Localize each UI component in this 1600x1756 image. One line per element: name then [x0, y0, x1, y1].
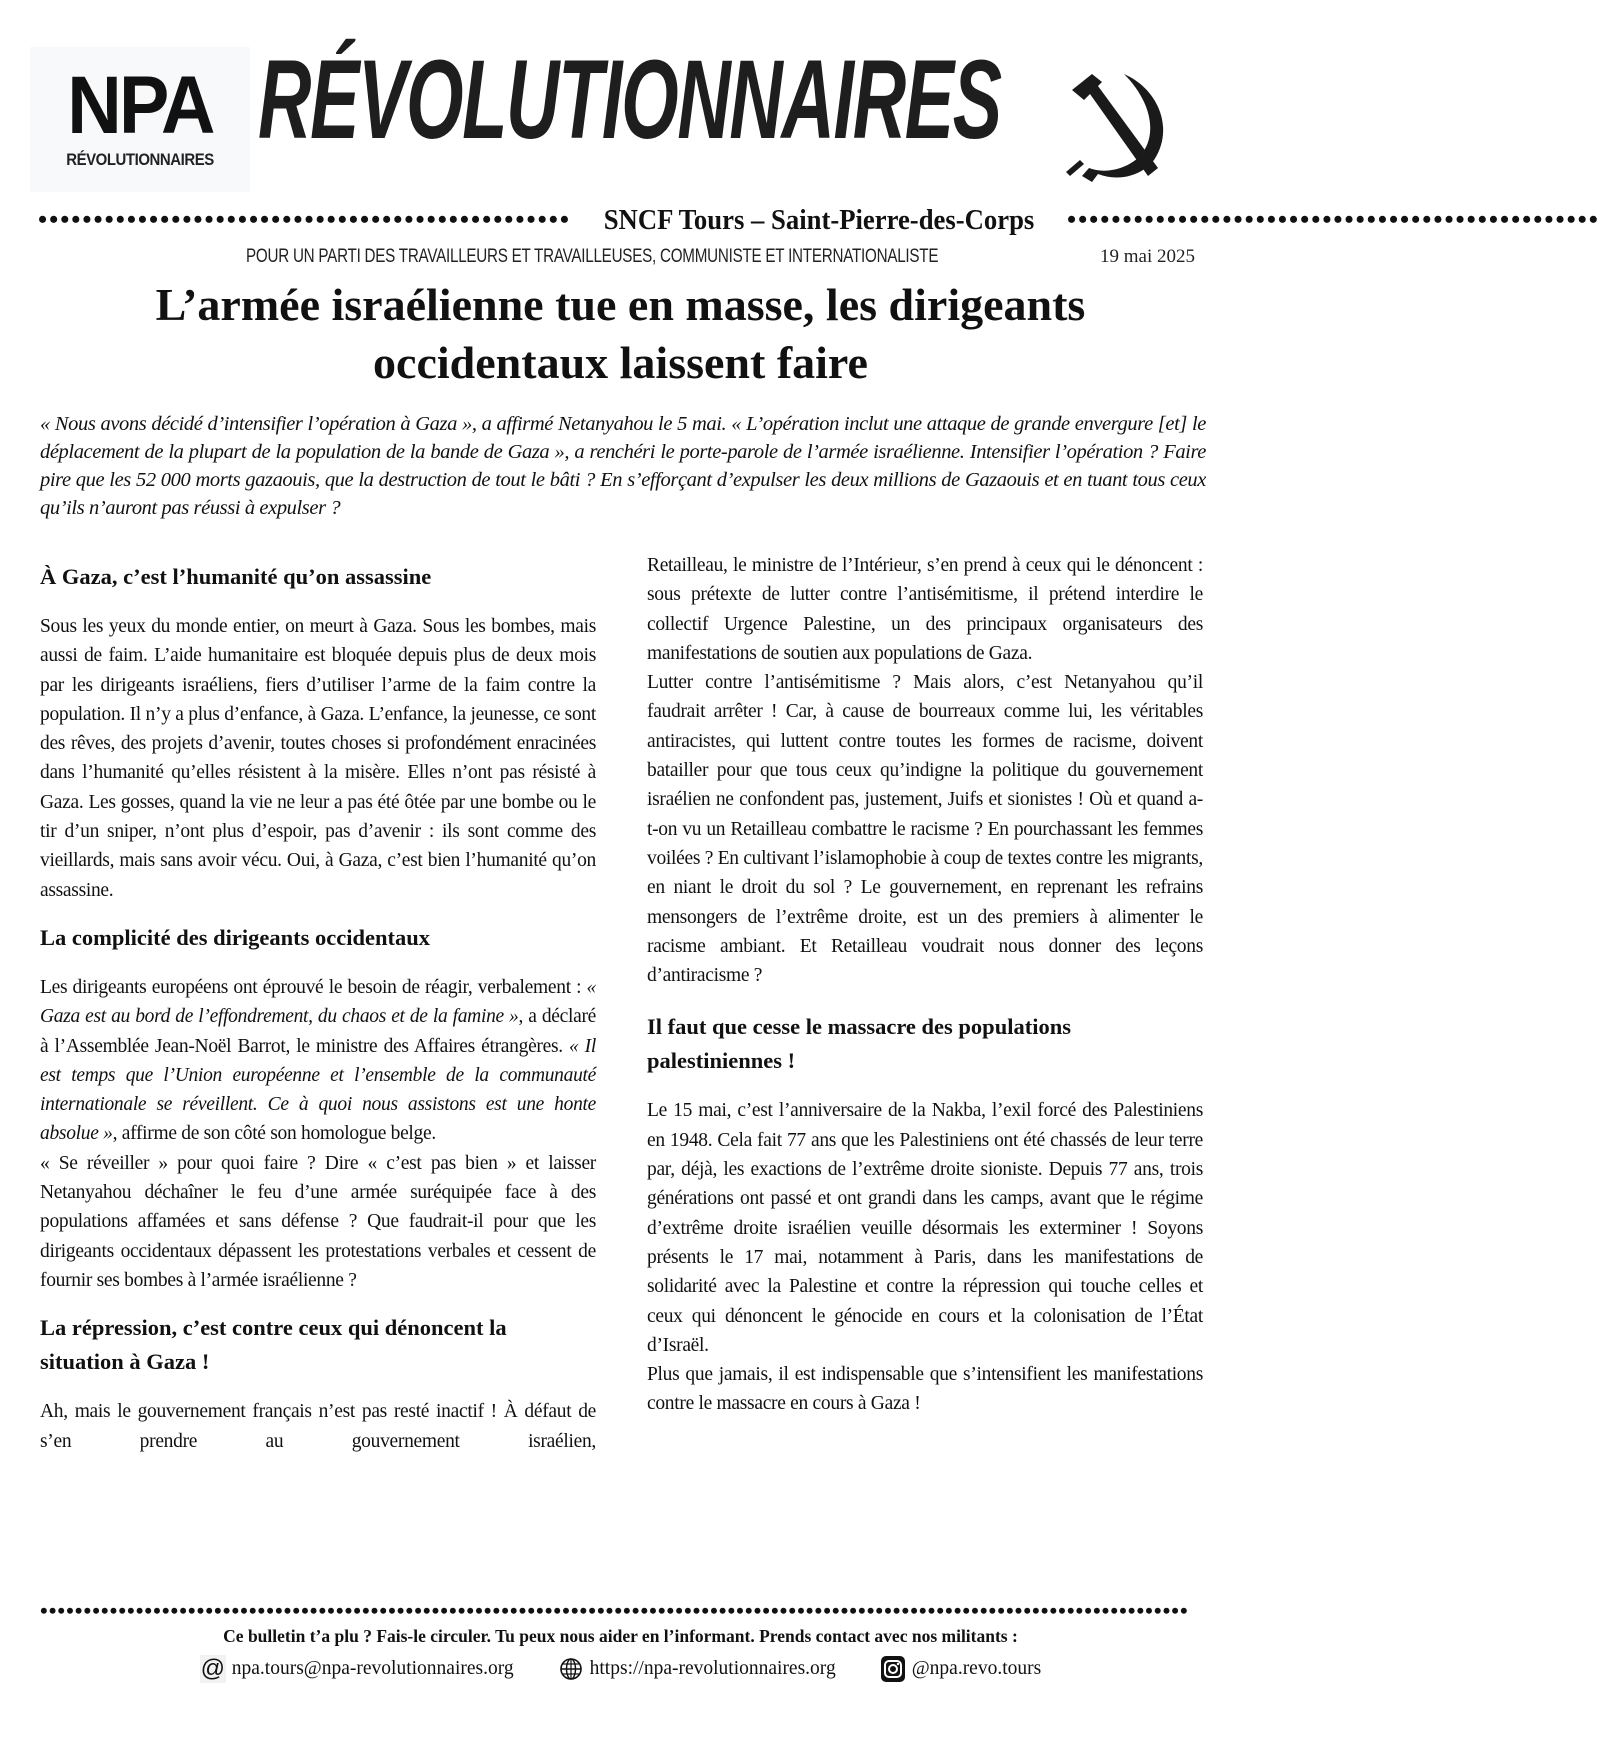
- footer-dotted-rule: ••••••••••••••••••••••••••••••••••••••••••••••••••••••••••••••••••••••••••••••••••••••••••••••••••••••••••••••••••••••••••••••••••••: [40, 1598, 1189, 1623]
- text-run: Les dirigeants européens ont éprouvé le besoin de réagir, verbalement :: [40, 976, 587, 998]
- text-run: , a déclaré à l’Assemblée Jean-Noël Barrot, le ministre des Affaires étrangères.: [40, 1006, 597, 1057]
- instagram-icon: [880, 1655, 906, 1683]
- headline-line-2: occidentaux laissent faire: [373, 337, 868, 388]
- text-run: , affirme de son côté son homologue belge.: [112, 1123, 436, 1145]
- logo-npa-text: NPA: [67, 60, 213, 151]
- headline-line-1: L’armée israélienne tue en masse, les dirigeants: [155, 279, 1086, 330]
- contact-list: [0, 1654, 1241, 1684]
- quote: « Gaza est au bord de l’effondrement, du chaos et de la famine »: [40, 976, 596, 1028]
- contact-instagram[interactable]: [880, 1654, 1042, 1684]
- npa-logo: [30, 47, 250, 192]
- paragraph: Retailleau, le ministre de l’Intérieur, s’en prend à ceux qui le dénoncent : sous prétexte de lutter contre l’antisémitisme, il prétend interdire le collectif Urgence Palestine, un des principaux organisateurs des manifestations de soutien aux populations de Gaza.: [647, 555, 1203, 664]
- tagline-row: [0, 245, 1241, 271]
- left-column: [40, 560, 596, 1456]
- lead-paragraph: « Nous avons décidé d’intensifier l’opération à Gaza », a affirmé Netanyahou le 5 mai. « L’opération inclut une attaque de grande envergure [et] le déplacement de la plupart de la population de la bande de Gaza », a renchéri le porte-parole de l’armée israélienne. Intensifier l’opération ? Faire pire que les 52 000 morts gazaouis, que la destruction de tout le bâti ? En s’efforçant d’expulser les deux millions de Gazaouis et en tuant tous ceux qu’ils n’auront pas réussi à expulser ?: [40, 413, 1206, 519]
- globe-icon: [558, 1655, 584, 1683]
- website-link[interactable]: https://npa-revolutionnaires.org: [589, 1658, 836, 1679]
- publication-title: RÉVOLUTIONNAIRES: [258, 37, 1001, 162]
- paragraph: Ah, mais le gouvernement français n’est pas resté inactif ! À défaut de s’en prendre au gouvernement israélien,: [40, 1401, 596, 1452]
- paragraph: « Se réveiller » pour quoi faire ? Dire « c’est pas bien » et laisser Netanyahou déchaîner le feu d’une armée suréquipée face à des populations affamées et sans défense ? Que faudrait-il pour que les dirigeants occidentaux dépassent les protestations verbales et cessent de fournir ses bombes à l’armée israélienne ?: [40, 1152, 596, 1291]
- headline: [40, 276, 1201, 392]
- paragraph: Sous les yeux du monde entier, on meurt à Gaza. Sous les bombes, mais aussi de faim. L’aide humanitaire est bloquée depuis plus de deux mois par les dirigeants israéliens, fiers d’utiliser l’arme de la faim contre la population. Il n’y a plus d’enfance, à Gaza. L’enfance, la jeunesse, ce sont des rêves, des projets d’avenir, toutes choses si profondément enracinées dans l’humanité qu’elles résistent à la misère. Elles n’ont pas résisté à Gaza. Les gosses, quand la vie ne leur a pas été ôtée par une bombe ou le tir d’un sniper, n’ont plus d’espoir, pas d’avenir : ils sont comme des vieillards, mais sans avoir vécu. Oui, à Gaza, c’est bien l’humanité qu’on assassine.: [40, 616, 596, 901]
- location-label: SNCF Tours – Saint-Pierre-des-Corps: [603, 203, 1035, 236]
- masthead: [0, 0, 1241, 195]
- issue-date: 19 mai 2025: [1100, 246, 1195, 267]
- publication-title-box: [258, 37, 1018, 162]
- paragraph: Plus que jamais, il est indispensable que s’intensifient les manifestations contre le massacre en cours à Gaza !: [647, 1364, 1203, 1415]
- section-heading: À Gaza, c’est l’humanité qu’on assassine: [40, 564, 432, 589]
- dotted-rule: ••••••••••••••••••••••••••••••••••••••••••••••••: [38, 205, 571, 234]
- at-icon: @: [200, 1655, 225, 1682]
- hammer-sickle-icon: [1062, 68, 1177, 188]
- tagline: POUR UN PARTI DES TRAVAILLEURS ET TRAVAILLEUSES, COMMUNISTE ET INTERNATIONALISTE: [246, 246, 939, 267]
- instagram-handle[interactable]: @npa.revo.tours: [911, 1658, 1042, 1679]
- section-heading: Il faut que cesse le massacre des populations palestiniennes !: [647, 1014, 1071, 1074]
- section-heading: La complicité des dirigeants occidentaux: [40, 924, 430, 950]
- paragraph: Lutter contre l’antisémitisme ? Mais alors, c’est Netanyahou qu’il faudrait arrêter ! Car, à cause de bourreaux comme lui, les véritables antiracistes, qui luttent contre toutes les formes de racisme, doivent batailler pour que tous ceux qu’indigne la politique du gouvernement israélien ne confondent pas, justement, Juifs et sionistes ! Où et quand a-t-on vu un Retailleau combattre le racisme ? En pourchassant les femmes voilées ? En cultivant l’islamophobie à coup de textes contre les migrants, en niant le droit du sol ? Le gouvernement, en reprenant les refrains mensongers de l’extrême droite, est un des premiers à alimenter le racisme ambiant. Et Retailleau voudrait nous donner des leçons d’antiracisme ?: [647, 672, 1203, 987]
- section-heading: La répression, c’est contre ceux qui dénoncent la situation à Gaza !: [40, 1315, 507, 1375]
- paragraph: Le 15 mai, c’est l’anniversaire de la Nakba, l’exil forcé des Palestiniens en 1948. Cela fait 77 ans que les Palestiniens ont été chassés de leur terre par, déjà, les exactions de l’extrême droite sioniste. Depuis 77 ans, trois générations ont passé et ont grandi dans les camps, avant que le régime d’extrême droite israélien veuille désormais les exterminer ! Soyons présents le 17 mai, notamment à Paris, dans les manifestations de solidarité avec la Palestine et contre la répression qui touche celles et ceux qui dénoncent le génocide en cours et la colonisation de l’État d’Israël.: [647, 1100, 1203, 1356]
- contact-website[interactable]: [558, 1654, 836, 1684]
- footer-call-to-action: Ce bulletin t’a plu ? Fais-le circuler. Tu peux nous aider en l’informant. Prends contact avec nos militants :: [223, 1626, 1018, 1646]
- right-column: [647, 551, 1203, 1419]
- logo-subtitle: RÉVOLUTIONNAIRES: [66, 150, 214, 169]
- contact-email[interactable]: [200, 1654, 514, 1684]
- quote: « Il est temps que l’Union européenne et l’ensemble de la communauté internationale se réveillent. Ce à quoi nous assistons est une honte absolue »: [40, 1035, 596, 1145]
- location-banner: [38, 200, 1600, 240]
- email-link[interactable]: npa.tours@npa-revolutionnaires.org: [231, 1658, 514, 1679]
- dotted-rule: ••••••••••••••••••••••••••••••••••••••••••••••••: [1066, 205, 1600, 234]
- paragraph: [40, 973, 596, 1149]
